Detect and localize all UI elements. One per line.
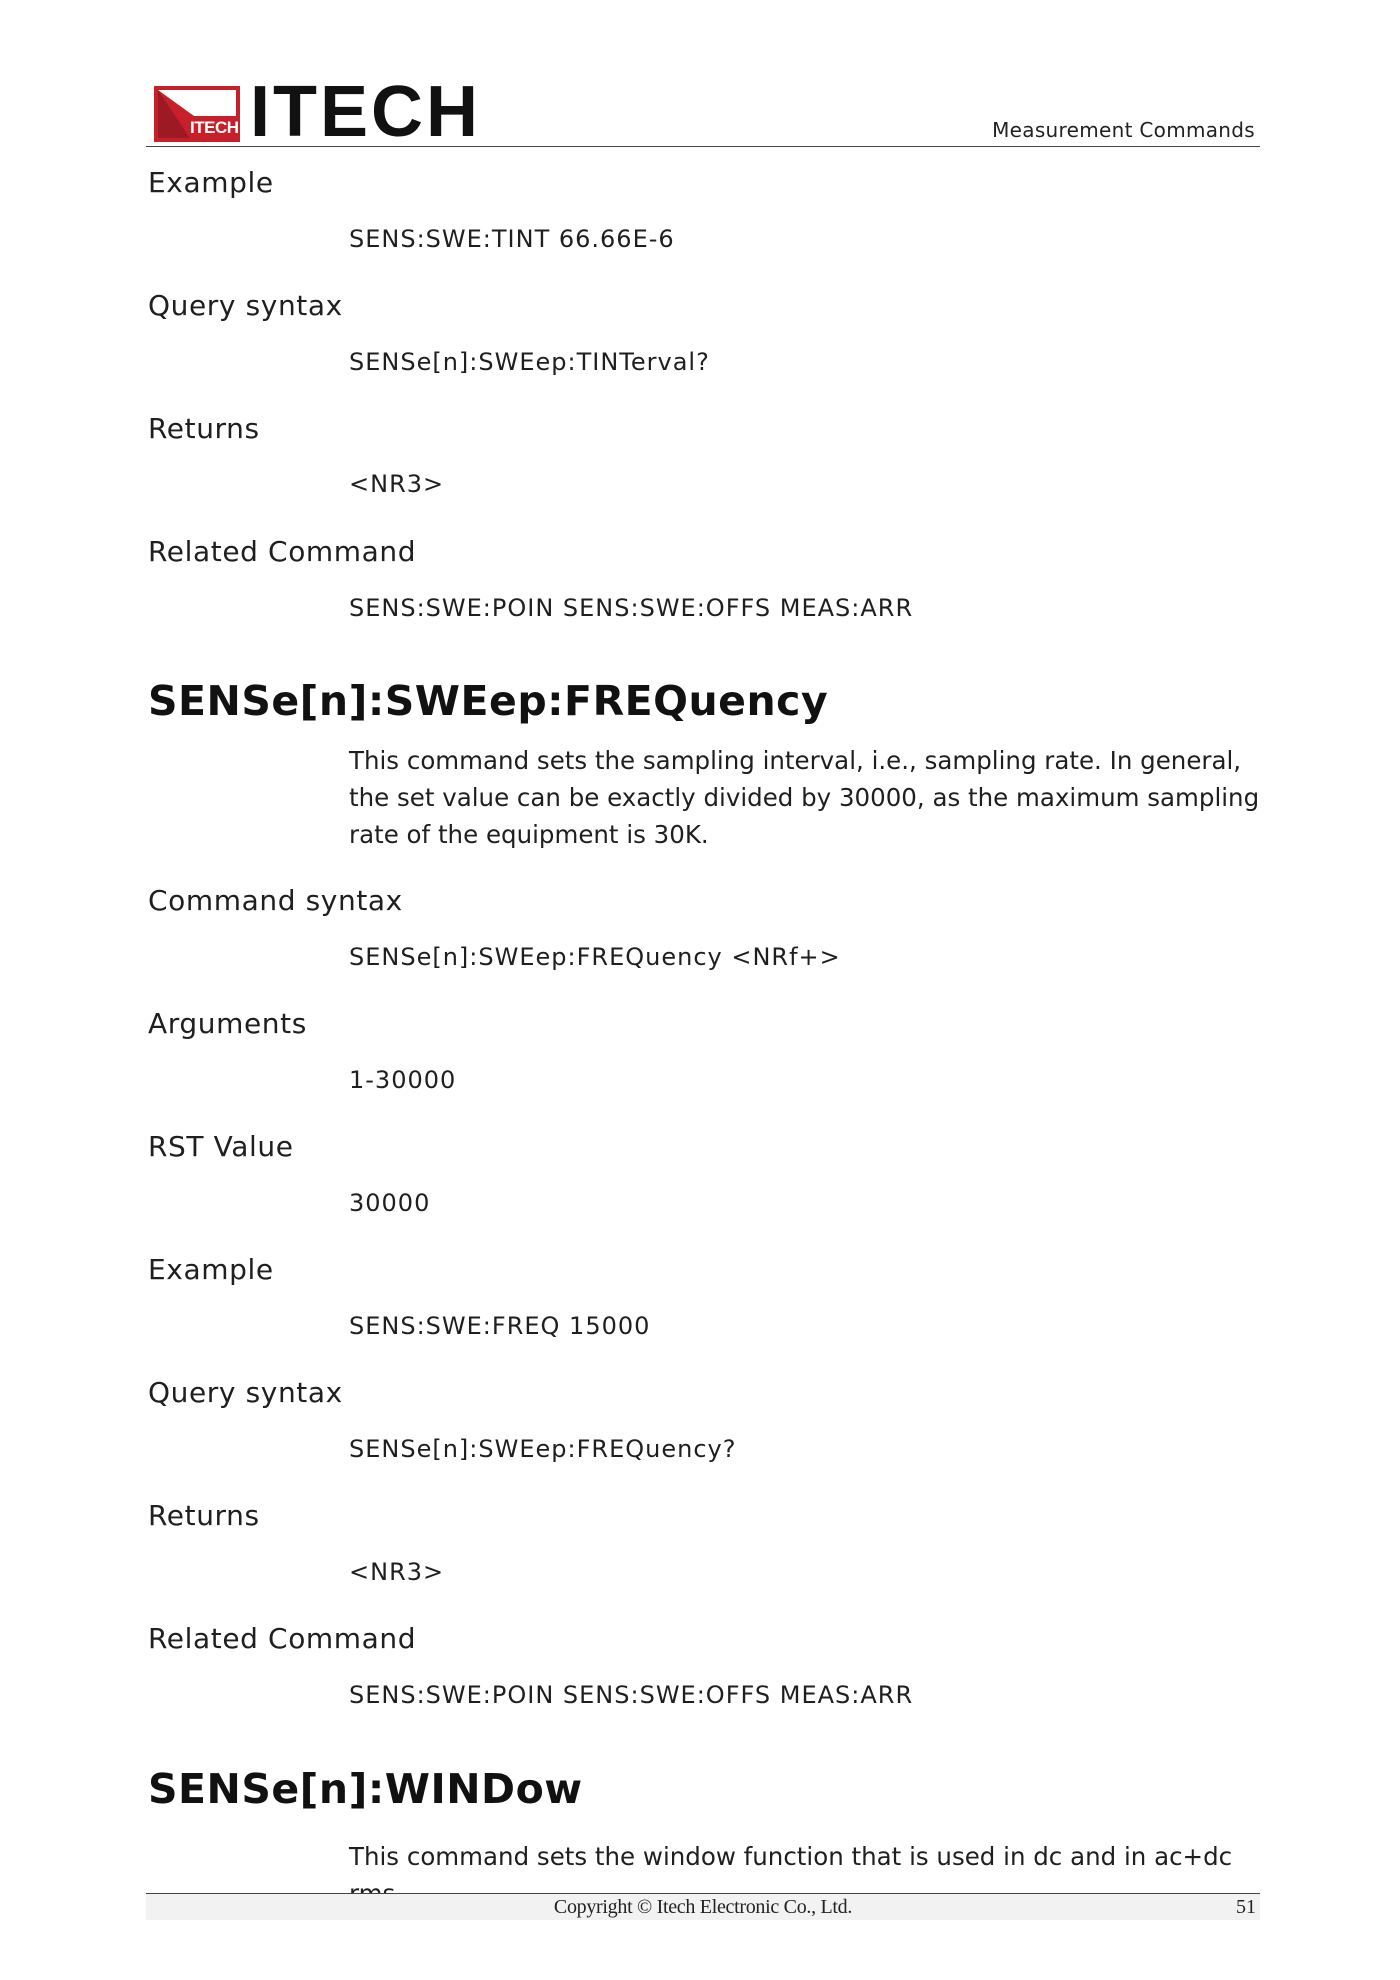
tint-returns-label: Returns bbox=[148, 412, 260, 445]
freq-query-value: SENSe[n]:SWEep:FREQuency? bbox=[349, 1435, 737, 1463]
tint-example-label: Example bbox=[148, 166, 274, 199]
freq-returns-label: Returns bbox=[148, 1499, 260, 1532]
page-footer bbox=[146, 1893, 1260, 1920]
tint-returns-value: <NR3> bbox=[349, 470, 445, 498]
freq-example-label: Example bbox=[148, 1253, 274, 1286]
freq-syntax-label: Command syntax bbox=[148, 884, 403, 917]
logo-wordmark: ITECH bbox=[250, 72, 481, 152]
freq-query-label: Query syntax bbox=[148, 1376, 343, 1409]
freq-args-label: Arguments bbox=[148, 1007, 307, 1040]
section-title: Measurement Commands bbox=[992, 118, 1255, 142]
logo-mark-text: ITECH bbox=[190, 118, 239, 137]
window-heading: SENSe[n]:WINDow bbox=[148, 1765, 583, 1813]
freq-related-label: Related Command bbox=[148, 1622, 417, 1655]
freq-rst-value: 30000 bbox=[349, 1189, 431, 1217]
freq-returns-value: <NR3> bbox=[349, 1558, 445, 1586]
tint-related-value: SENS:SWE:POIN SENS:SWE:OFFS MEAS:ARR bbox=[349, 594, 914, 622]
footer-copyright: Copyright © Itech Electronic Co., Ltd. bbox=[553, 1896, 853, 1918]
freq-rst-label: RST Value bbox=[148, 1130, 294, 1163]
tint-query-value: SENSe[n]:SWEep:TINTerval? bbox=[349, 348, 710, 376]
page-number: 51 bbox=[1236, 1896, 1256, 1918]
tint-query-label: Query syntax bbox=[148, 289, 343, 322]
freq-args-value: 1-30000 bbox=[349, 1066, 457, 1094]
freq-related-value: SENS:SWE:POIN SENS:SWE:OFFS MEAS:ARR bbox=[349, 1681, 914, 1709]
tint-example-value: SENS:SWE:TINT 66.66E-6 bbox=[349, 225, 675, 253]
freq-heading: SENSe[n]:SWEep:FREQuency bbox=[148, 677, 829, 725]
freq-example-value: SENS:SWE:FREQ 15000 bbox=[349, 1312, 651, 1340]
window-description: This command sets the window function that is used in dc and in ac+dc bbox=[349, 1842, 1233, 1871]
page-header bbox=[146, 72, 1260, 152]
freq-description: This command sets the sampling interval, i.e., sampling rate. In general, the set value can be exactly divided by 30000, as the maximum sampling rate of the equipment is 30K. bbox=[349, 746, 1260, 849]
tint-related-label: Related Command bbox=[148, 535, 417, 568]
freq-syntax-value: SENSe[n]:SWEep:FREQuency <NRf+> bbox=[349, 943, 841, 971]
